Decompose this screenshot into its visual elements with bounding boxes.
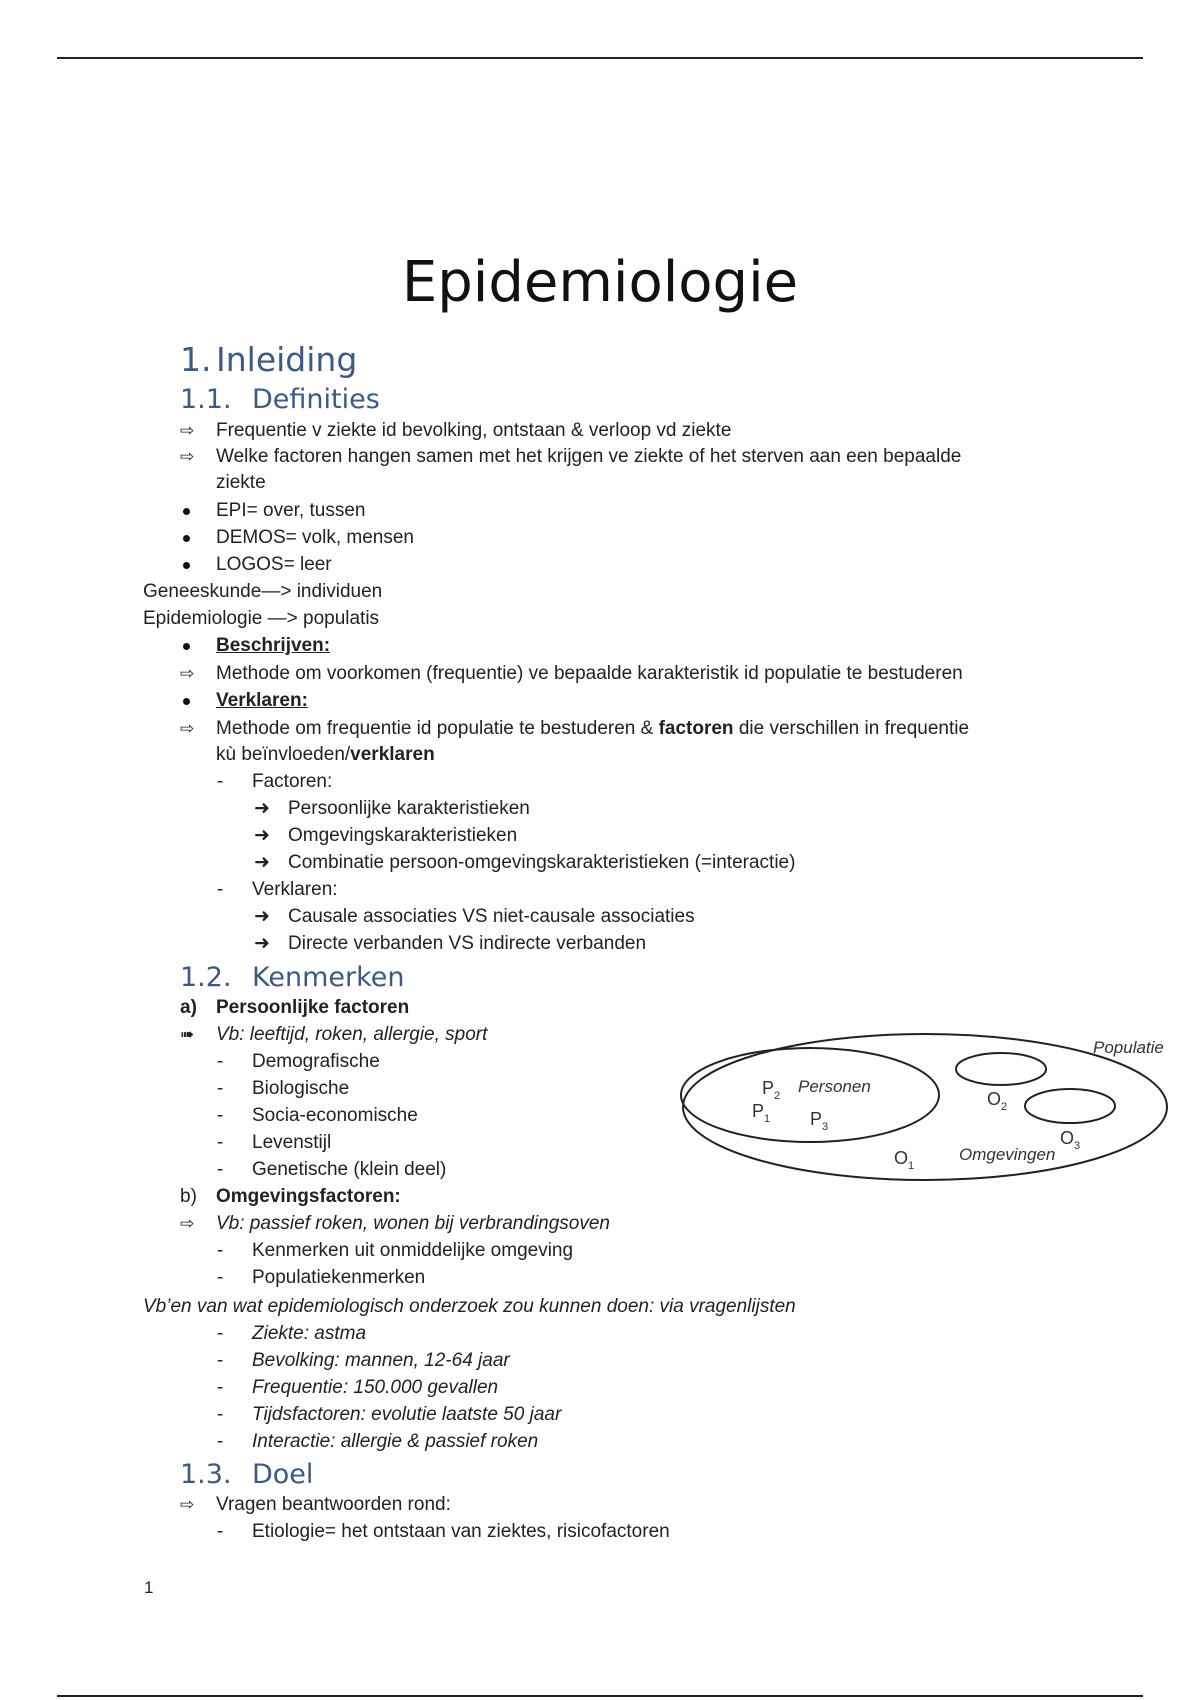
verklaren-item: Directe verbanden VS indirecte verbanden [288,933,647,954]
plain-line: Geneeskunde—> individuen [143,581,383,602]
bold-arrow-icon: ➠ [180,1025,195,1044]
factoren-label: Factoren: [252,771,333,792]
list-marker-a: a) [180,997,197,1018]
verklaren-text: Methode om frequentie id populatie te bestuderen & factoren die verschillen in frequentie [216,718,970,739]
definition-line: ziekte [216,472,266,493]
factor-item: Persoonlijke karakteristieken [288,798,530,819]
dash-icon: - [217,1350,224,1371]
example-item: Frequentie: 150.000 gevallen [252,1377,499,1398]
verklaren-label: Verklaren: [252,879,338,900]
plain-line: Epidemiologie —> populatis [143,608,380,629]
heading-doel: 1.3. Doel [180,1459,314,1490]
dash-icon: - [217,1521,224,1542]
example-item: Tijdsfactoren: evolutie laatste 50 jaar [252,1404,562,1425]
hollow-arrow-icon: ⇨ [180,719,195,738]
bullet-icon [183,643,190,650]
dash-icon: - [217,1132,224,1153]
hollow-arrow-icon: ⇨ [180,1495,195,1514]
verklaren-item: Causale associaties VS niet-causale associaties [288,906,695,927]
verklaren-text-continued: kù beïnvloeden/verklaren [216,744,435,765]
omgeving-ellipse-3 [1025,1089,1115,1123]
omgevingsfactoren-label: Omgevingsfactoren: [216,1186,401,1207]
document-title: Epidemiologie [401,250,799,315]
dash-icon: - [217,1377,224,1398]
arrow-right-icon: ➜ [254,825,270,846]
arrow-right-icon: ➜ [254,798,270,819]
label-o2: $O_2$ [987,1089,1008,1113]
persoonlijke-item: Levenstijl [252,1132,332,1153]
dash-icon: - [217,1051,224,1072]
doel-subitem: Etiologie= het ontstaan van ziektes, risicofactoren [252,1521,670,1542]
label-populatie: Populatie [1093,1038,1164,1057]
dash-icon: - [217,1267,224,1288]
persoonlijke-factoren-label: Persoonlijke factoren [216,997,410,1018]
dash-icon: - [217,771,224,792]
label-o1: $O_1$ [894,1148,915,1172]
bullet-icon [183,562,190,569]
label-p2: $P_2$ [762,1078,781,1102]
dash-icon: - [217,1431,224,1452]
header-rule [57,57,1143,59]
hollow-arrow-icon: ⇨ [180,421,195,440]
beschrijven-heading: Beschrijven: [216,635,331,656]
label-p1: $P_1$ [752,1101,771,1125]
example-item: Bevolking: mannen, 12-64 jaar [252,1350,510,1371]
verklaren-heading: Verklaren: [216,690,308,711]
dash-icon: - [217,1159,224,1180]
beschrijven-text: Methode om voorkomen (frequentie) ve bepaalde karakteristik id populatie te bestuderen [216,663,963,684]
list-marker-b: b) [180,1186,197,1207]
bullet-item: LOGOS= leer [216,554,332,575]
bullet-icon [183,508,190,515]
persoonlijke-item: Socia-economische [252,1105,418,1126]
bullet-item: EPI= over, tussen [216,500,366,521]
dash-icon: - [217,1078,224,1099]
label-o3: $O_3$ [1060,1128,1081,1152]
label-p3: $P_3$ [810,1109,829,1133]
dash-icon: - [217,1240,224,1261]
bullet-icon [183,535,190,542]
factor-item: Combinatie persoon-omgevingskarakteristieken (=interactie) [288,852,796,873]
dash-icon: - [217,1323,224,1344]
dash-icon: - [217,879,224,900]
example-intro: Vb’en van wat epidemiologisch onderzoek zou kunnen doen: via vragenlijsten [143,1296,796,1317]
bullet-item: DEMOS= volk, mensen [216,527,414,548]
hollow-arrow-icon: ⇨ [180,447,195,466]
example-item: Interactie: allergie & passief roken [252,1431,539,1452]
arrow-right-icon: ➜ [254,933,270,954]
factor-item: Omgevingskarakteristieken [288,825,518,846]
hollow-arrow-icon: ⇨ [180,1214,195,1233]
persoonlijke-item: Demografische [252,1051,380,1072]
page-number: 1 [144,1578,154,1597]
arrow-right-icon: ➜ [254,906,270,927]
definition-line: Frequentie v ziekte id bevolking, ontstaan & verloop vd ziekte [216,420,732,441]
example-item: Ziekte: astma [252,1323,367,1344]
omgevings-example: Vb: passief roken, wonen bij verbrandingsoven [216,1213,610,1234]
omgevings-item: Kenmerken uit onmiddelijke omgeving [252,1240,574,1261]
persoonlijke-example: Vb: leeftijd, roken, allergie, sport [216,1024,488,1045]
omgeving-ellipse-2 [956,1053,1046,1085]
label-omgevingen: Omgevingen [959,1145,1056,1164]
arrow-right-icon: ➜ [254,852,270,873]
heading-inleiding: 1. Inleiding [180,340,358,379]
dash-icon: - [217,1105,224,1126]
persoonlijke-item: Biologische [252,1078,350,1099]
dash-icon: - [217,1404,224,1425]
label-personen: Personen [798,1077,871,1096]
heading-kenmerken: 1.2. Kenmerken [180,962,405,993]
population-diagram [655,1025,1175,1185]
omgevings-item: Populatiekenmerken [252,1267,426,1288]
definition-line: Welke factoren hangen samen met het krijgen ve ziekte of het sterven aan een bepaalde [216,446,962,467]
hollow-arrow-icon: ⇨ [180,664,195,683]
doel-item: Vragen beantwoorden rond: [216,1494,451,1515]
persoonlijke-item: Genetische (klein deel) [252,1159,447,1180]
footer-rule [57,1695,1143,1697]
bullet-icon [183,698,190,705]
heading-definities: 1.1. Definities [180,384,380,415]
